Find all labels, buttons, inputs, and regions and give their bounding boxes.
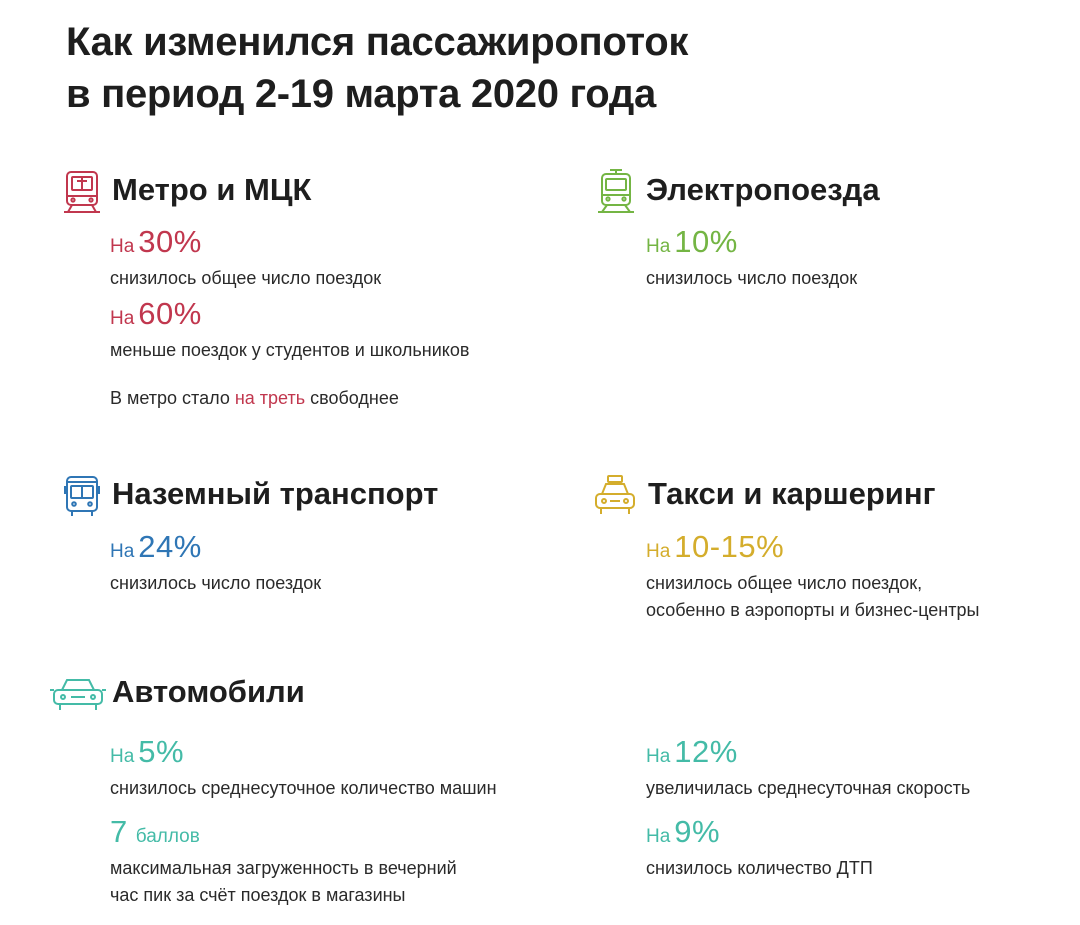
section-title-taxi: Такси и каршеринг — [648, 476, 936, 511]
stat-description: меньше поездок у студентов и школьников — [110, 340, 470, 360]
stat-value: 24% — [138, 529, 202, 564]
stat-value: 60% — [138, 296, 202, 331]
section-title-cars: Автомобили — [112, 674, 305, 709]
note-text-after: свободнее — [305, 388, 399, 408]
stat-description: снизилось количество ДТП — [646, 858, 873, 878]
title-line-2: в период 2-19 марта 2020 года — [66, 72, 656, 116]
stat-description: увеличилась среднесуточная скорость — [646, 778, 971, 798]
note-highlight: на треть — [234, 388, 306, 408]
stat-prefix: На — [646, 826, 671, 847]
stat-prefix: На — [110, 541, 135, 562]
stat-value: 12% — [674, 734, 738, 769]
section-title-trains: Электропоезда — [646, 172, 880, 207]
stat-description-line-1: снизилось общее число поездок, — [646, 573, 923, 593]
stat-taxi-trips — [646, 530, 979, 624]
stat-value: 9% — [674, 814, 721, 849]
note-text-before: В метро стало — [110, 388, 235, 408]
stat-metro-trips — [110, 225, 381, 292]
stat-cars-count — [110, 735, 497, 802]
stat-prefix: На — [110, 308, 135, 329]
stat-description-line-2: час пик за счёт поездок в магазины — [110, 885, 406, 905]
stat-description: снизилось число поездок — [646, 268, 858, 288]
stat-description: снизилось общее число поездок — [110, 268, 382, 288]
stat-value: 10% — [674, 224, 738, 259]
stat-prefix: На — [646, 746, 671, 767]
taxi-icon — [592, 472, 638, 520]
stat-value: 30% — [138, 224, 202, 259]
stat-metro-students — [110, 297, 469, 364]
stat-value: 5% — [138, 734, 185, 769]
stat-cars-accidents — [646, 815, 873, 882]
suburban-train-icon — [596, 168, 636, 216]
title-line-1: Как изменился пассажиропоток — [66, 20, 689, 64]
stat-prefix: На — [646, 236, 671, 257]
stat-prefix: На — [110, 236, 135, 257]
page-title — [66, 16, 688, 120]
metro-train-icon — [62, 168, 102, 216]
stat-cars-congestion — [110, 815, 457, 909]
stat-prefix: На — [110, 746, 135, 767]
stat-cars-speed — [646, 735, 970, 802]
stat-ground-trips — [110, 530, 321, 597]
stat-description: снизилось среднесуточное количество машин — [110, 778, 497, 798]
stat-description: снизилось число поездок — [110, 573, 322, 593]
stat-trains-trips — [646, 225, 857, 292]
stat-description-line-1: максимальная загруженность в вечерний — [110, 858, 457, 878]
stat-suffix: баллов — [135, 826, 200, 847]
section-title-metro: Метро и МЦК — [112, 172, 312, 207]
metro-note — [110, 388, 399, 409]
bus-icon — [62, 472, 102, 520]
stat-description-line-2: особенно в аэропорты и бизнес-центры — [646, 600, 980, 620]
stat-value: 7 — [110, 814, 128, 849]
section-title-ground: Наземный транспорт — [112, 476, 439, 511]
stat-prefix: На — [646, 541, 671, 562]
car-icon — [50, 670, 106, 718]
stat-value: 10-15% — [674, 529, 785, 564]
